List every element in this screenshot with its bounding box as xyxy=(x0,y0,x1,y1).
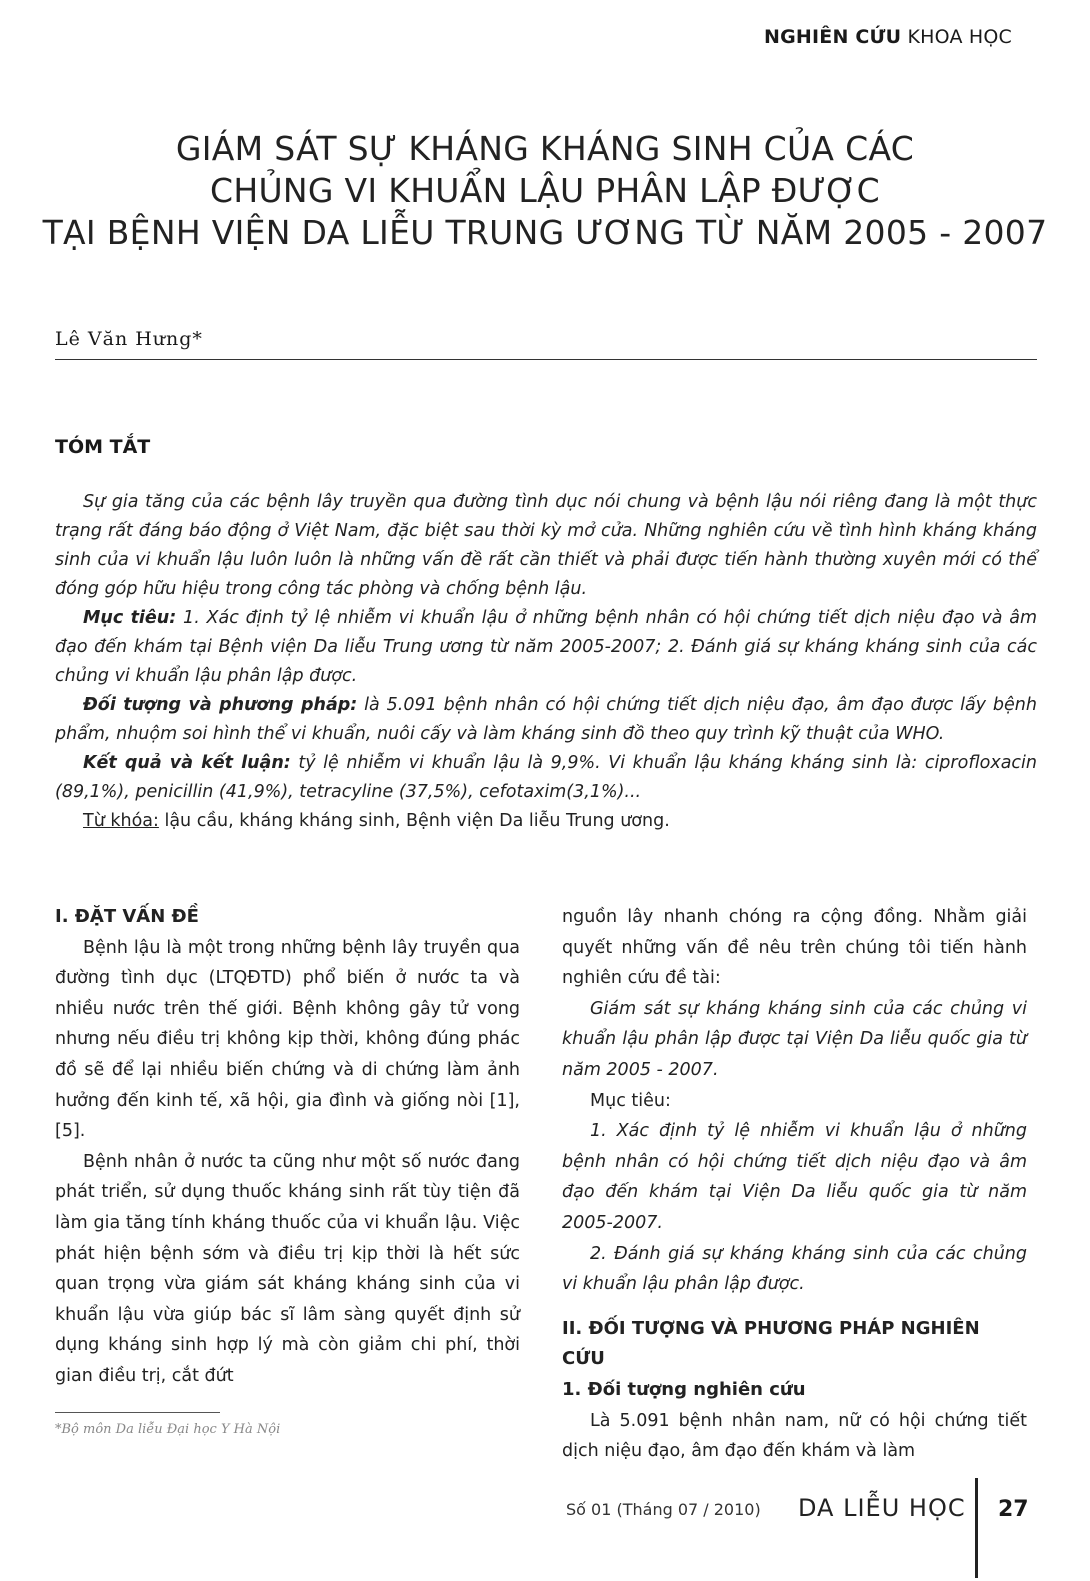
objectives-label: Mục tiêu: xyxy=(590,1090,671,1111)
keywords-label: Từ khóa: xyxy=(83,811,159,831)
section-2-heading: II. ĐỐI TƯỢNG VÀ PHƯƠNG PHÁP NGHIÊN CỨU xyxy=(562,1317,980,1370)
section-2-paragraph-1: Là 5.091 bệnh nhân nam, nữ có hội chứng tiết dịch niệu đạo, âm đạo đến khám và làm xyxy=(562,1410,1027,1462)
section-1-heading: I. ĐẶT VẤN ĐỀ xyxy=(55,906,199,927)
objective-1: 1. Xác định tỷ lệ nhiễm vi khuẩn lậu ở những bệnh nhân có hội chứng tiết dịch niệu đạo và âm đạo đến khám tại Viện Da liễu quốc gia từ năm 2005-2007. xyxy=(562,1121,1027,1233)
results-text: tỷ lệ nhiễm vi khuẩn lậu là 9,9%. Vi khuẩn lậu kháng kháng sinh là: ciprofloxacin (89,1%), penicillin (41,9%), tetracyline (37,5%), cefotaxim(3,1%)... xyxy=(55,753,1037,802)
section-1-paragraph-1: Bệnh lậu là một trong những bệnh lây truyền qua đường tình dục (LTQĐTD) phổ biến ở nước ta và nhiều nước trên thế giới. Bệnh không gây tử vong nhưng nếu điều trị không kịp thời, không đúng phác đồ sẽ để lại nhiều biến chứng và di chứng làm ảnh hưởng đến kinh tế, xã hội, gia đình và giống nòi [1], [5]. xyxy=(55,937,520,1142)
abstract-objective xyxy=(55,604,1037,691)
abstract-body xyxy=(55,488,1037,836)
abstract-results xyxy=(55,749,1037,807)
page-number: 27 xyxy=(998,1497,1029,1522)
left-column xyxy=(55,902,520,1392)
objective-2: 2. Đánh giá sự kháng kháng sinh của các chủng vi khuẩn lậu phân lập được. xyxy=(562,1243,1027,1295)
author-affiliation-footnote: *Bộ môn Da liễu Đại học Y Hà Nội xyxy=(55,1422,281,1437)
objective-label: Mục tiêu: xyxy=(83,608,177,628)
research-topic: Giám sát sự kháng kháng sinh của các chủng vi khuẩn lậu phân lập được tại Viện Da liễu quốc gia từ năm 2005 - 2007. xyxy=(562,998,1027,1080)
author-name: Lê Văn Hưng* xyxy=(55,328,203,350)
title-line-3: TẠI BỆNH VIỆN DA LIỄU TRUNG ƯƠNG TỪ NĂM 2005 - 2007 xyxy=(42,213,1048,252)
section-tag-bold: NGHIÊN CỨU xyxy=(764,26,902,48)
results-label: Kết quả và kết luận: xyxy=(83,753,291,773)
methods-text: là 5.091 bệnh nhân có hội chứng tiết dịch niệu đạo, âm đạo được lấy bệnh phẩm, nhuộm soi hình thể vi khuẩn, nuôi cấy và làm kháng sinh đồ theo quy trình kỹ thuật của WHO. xyxy=(55,695,1037,744)
issue-info: Số 01 (Tháng 07 / 2010) xyxy=(566,1500,761,1519)
footnote-divider xyxy=(55,1412,220,1413)
footer-divider xyxy=(975,1478,978,1578)
article-title xyxy=(0,128,1090,254)
title-divider xyxy=(55,359,1037,360)
journal-name: DA LIỄU HỌC xyxy=(798,1494,966,1522)
section-tag-rest: KHOA HỌC xyxy=(907,26,1012,48)
section-tag xyxy=(764,26,1012,48)
abstract-intro: Sự gia tăng của các bệnh lây truyền qua đường tình dục nói chung và bệnh lậu nói riêng đang là một thực trạng rất đáng báo động ở Việt Nam, đặc biệt sau thời kỳ mở cửa. Những nghiên cứu về tình hình kháng kháng sinh của vi khuẩn lậu luôn luôn là những vấn đề rất cần thiết và phải được tiến hành thường xuyên mới có thể đóng góp hữu hiệu trong công tác phòng và chống bệnh lậu. xyxy=(55,492,1037,599)
methods-label: Đối tượng và phương pháp: xyxy=(83,695,358,715)
title-line-1: GIÁM SÁT SỰ KHÁNG KHÁNG SINH CỦA CÁC xyxy=(175,129,915,168)
right-column xyxy=(562,902,1027,1467)
section-2-subheading-1: 1. Đối tượng nghiên cứu xyxy=(562,1378,806,1400)
objective-text: 1. Xác định tỷ lệ nhiễm vi khuẩn lậu ở những bệnh nhân có hội chứng tiết dịch niệu đạo và âm đạo đến khám tại Bệnh viện Da liễu Trung ương từ năm 2005-2007; 2. Đánh giá sự kháng kháng sinh của các chủng vi khuẩn lậu phân lập được. xyxy=(55,608,1038,686)
section-1-paragraph-2-continued: nguồn lây nhanh chóng ra cộng đồng. Nhằm giải quyết những vấn đề nêu trên chúng tôi tiến hành nghiên cứu đề tài: xyxy=(562,907,1027,989)
section-1-paragraph-2: Bệnh nhân ở nước ta cũng như một số nước đang phát triển, sử dụng thuốc kháng sinh rất tùy tiện đã làm gia tăng tính kháng thuốc của vi khuẩn lậu. Việc phát hiện bệnh sớm và điều trị kịp thời là hết sức quan trọng vừa giám sát kháng kháng sinh của vi khuẩn lậu vừa giúp bác sĩ lâm sàng quyết định sử dụng kháng sinh hợp lý mà còn giảm chi phí, thời gian điều trị, cắt đứt xyxy=(55,1151,520,1386)
abstract-heading: TÓM TẮT xyxy=(55,436,151,458)
title-line-2: CHỦNG VI KHUẨN LẬU PHÂN LẬP ĐƯỢC xyxy=(210,171,880,210)
abstract-keywords xyxy=(55,807,1037,836)
abstract-methods xyxy=(55,691,1037,749)
keywords-text: lậu cầu, kháng kháng sinh, Bệnh viện Da liễu Trung ương. xyxy=(158,811,670,831)
